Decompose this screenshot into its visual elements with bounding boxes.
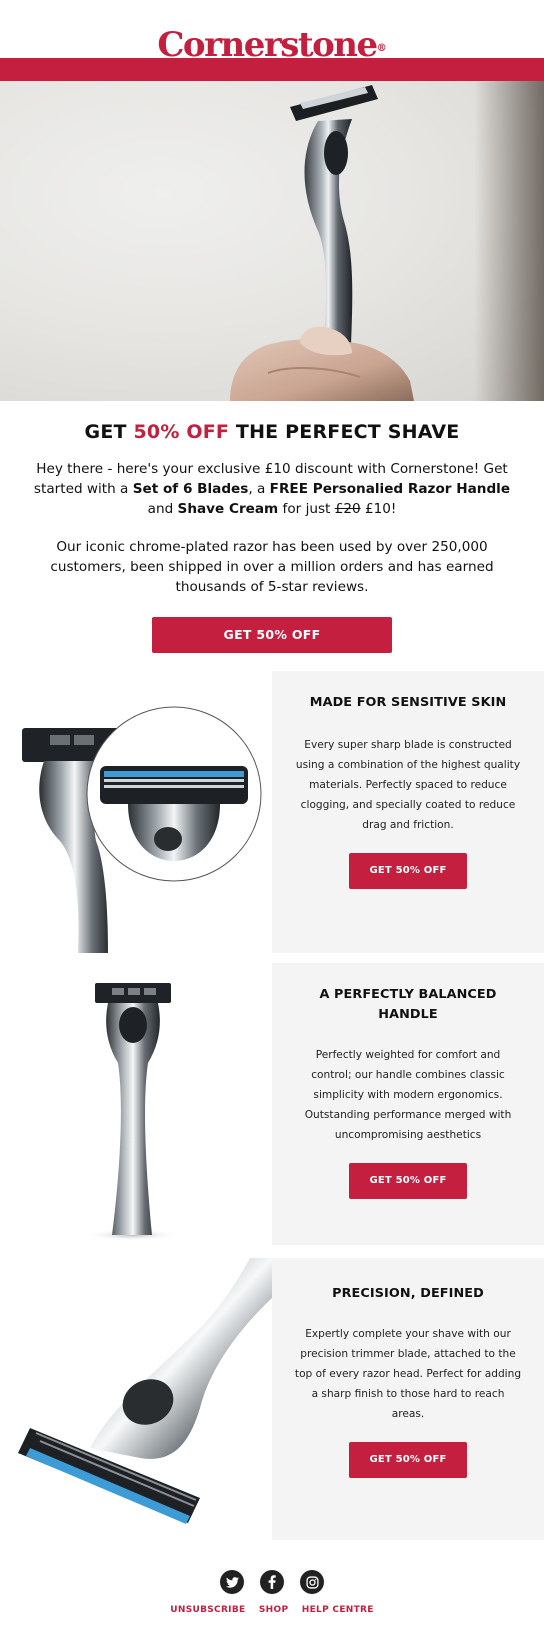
footer-links: [0, 1605, 544, 1615]
get-50-off-button[interactable]: GET 50% OFF: [349, 1163, 467, 1199]
feature-image-handle[interactable]: [0, 963, 272, 1245]
feature-title: A PERFECTLY BALANCED HANDLE: [319, 987, 497, 1022]
header: [0, 0, 544, 65]
unsubscribe-link[interactable]: UNSUBSCRIBE: [170, 1605, 246, 1615]
brand-logo[interactable]: Cornerstone®: [157, 25, 387, 65]
feature-precision: [0, 1258, 544, 1540]
help-centre-link[interactable]: HELP CENTRE: [301, 1605, 374, 1615]
intro-paragraph-2: Our iconic chrome-plated razor has been used by over 250,000 customers, been shipped in over a million orders and has earned thousands of 5-star reviews.: [50, 539, 494, 595]
facebook-icon[interactable]: [260, 1570, 284, 1594]
feature-panel: [272, 1258, 544, 1540]
razor-head-angled-illustration: [0, 1258, 272, 1540]
twitter-icon[interactable]: [220, 1570, 244, 1594]
feature-body: Every super sharp blade is constructed using a combination of the highest quality materials. Perfectly spaced to reduce clogging, and specially coated to reduce drag and friction.: [295, 739, 521, 831]
headline: GET 50% OFF THE PERFECT SHAVE: [84, 421, 460, 443]
feature-title: PRECISION, DEFINED: [332, 1286, 484, 1301]
footer: [0, 1570, 544, 1615]
hero-shadow: [474, 81, 544, 401]
social-links: [0, 1570, 544, 1594]
feature-image-head[interactable]: [0, 1258, 272, 1540]
get-50-off-button[interactable]: GET 50% OFF: [349, 1442, 467, 1478]
hero-image[interactable]: [0, 81, 544, 401]
instagram-icon[interactable]: [300, 1570, 324, 1594]
razor-blade-closeup-illustration: [0, 671, 272, 953]
feature-sensitive-skin: [0, 671, 544, 953]
intro-paragraph: Hey there - here's your exclusive £10 discount with Cornerstone! Get started with a Set of 6 Blades, a FREE Personalied Razor Handle and Shave Cream for just £20 £10!: [33, 461, 511, 517]
feature-body: Expertly complete your shave with our precision trimmer blade, attached to the top of every razor head. Perfect for adding a sharp finish to those hard to reach areas.: [294, 1328, 522, 1420]
get-50-off-button[interactable]: GET 50% OFF: [152, 617, 392, 653]
intro-section: [0, 421, 544, 653]
feature-panel: [272, 963, 544, 1245]
shop-link[interactable]: SHOP: [258, 1605, 289, 1615]
feature-title: MADE FOR SENSITIVE SKIN: [309, 695, 507, 710]
feature-image-blade[interactable]: [0, 671, 272, 953]
feature-balanced-handle: [0, 963, 544, 1245]
feature-body: Perfectly weighted for comfort and control; our handle combines classic simplicity with modern ergonomics. Outstanding performance merged with uncompromising aesthetics: [304, 1049, 512, 1141]
feature-panel: [272, 671, 544, 953]
old-price: £20: [334, 501, 361, 517]
get-50-off-button[interactable]: GET 50% OFF: [349, 853, 467, 889]
chrome-razor-handle-illustration: [0, 963, 272, 1245]
razor-in-hand-illustration: [0, 81, 544, 401]
new-price: £10!: [360, 501, 397, 517]
